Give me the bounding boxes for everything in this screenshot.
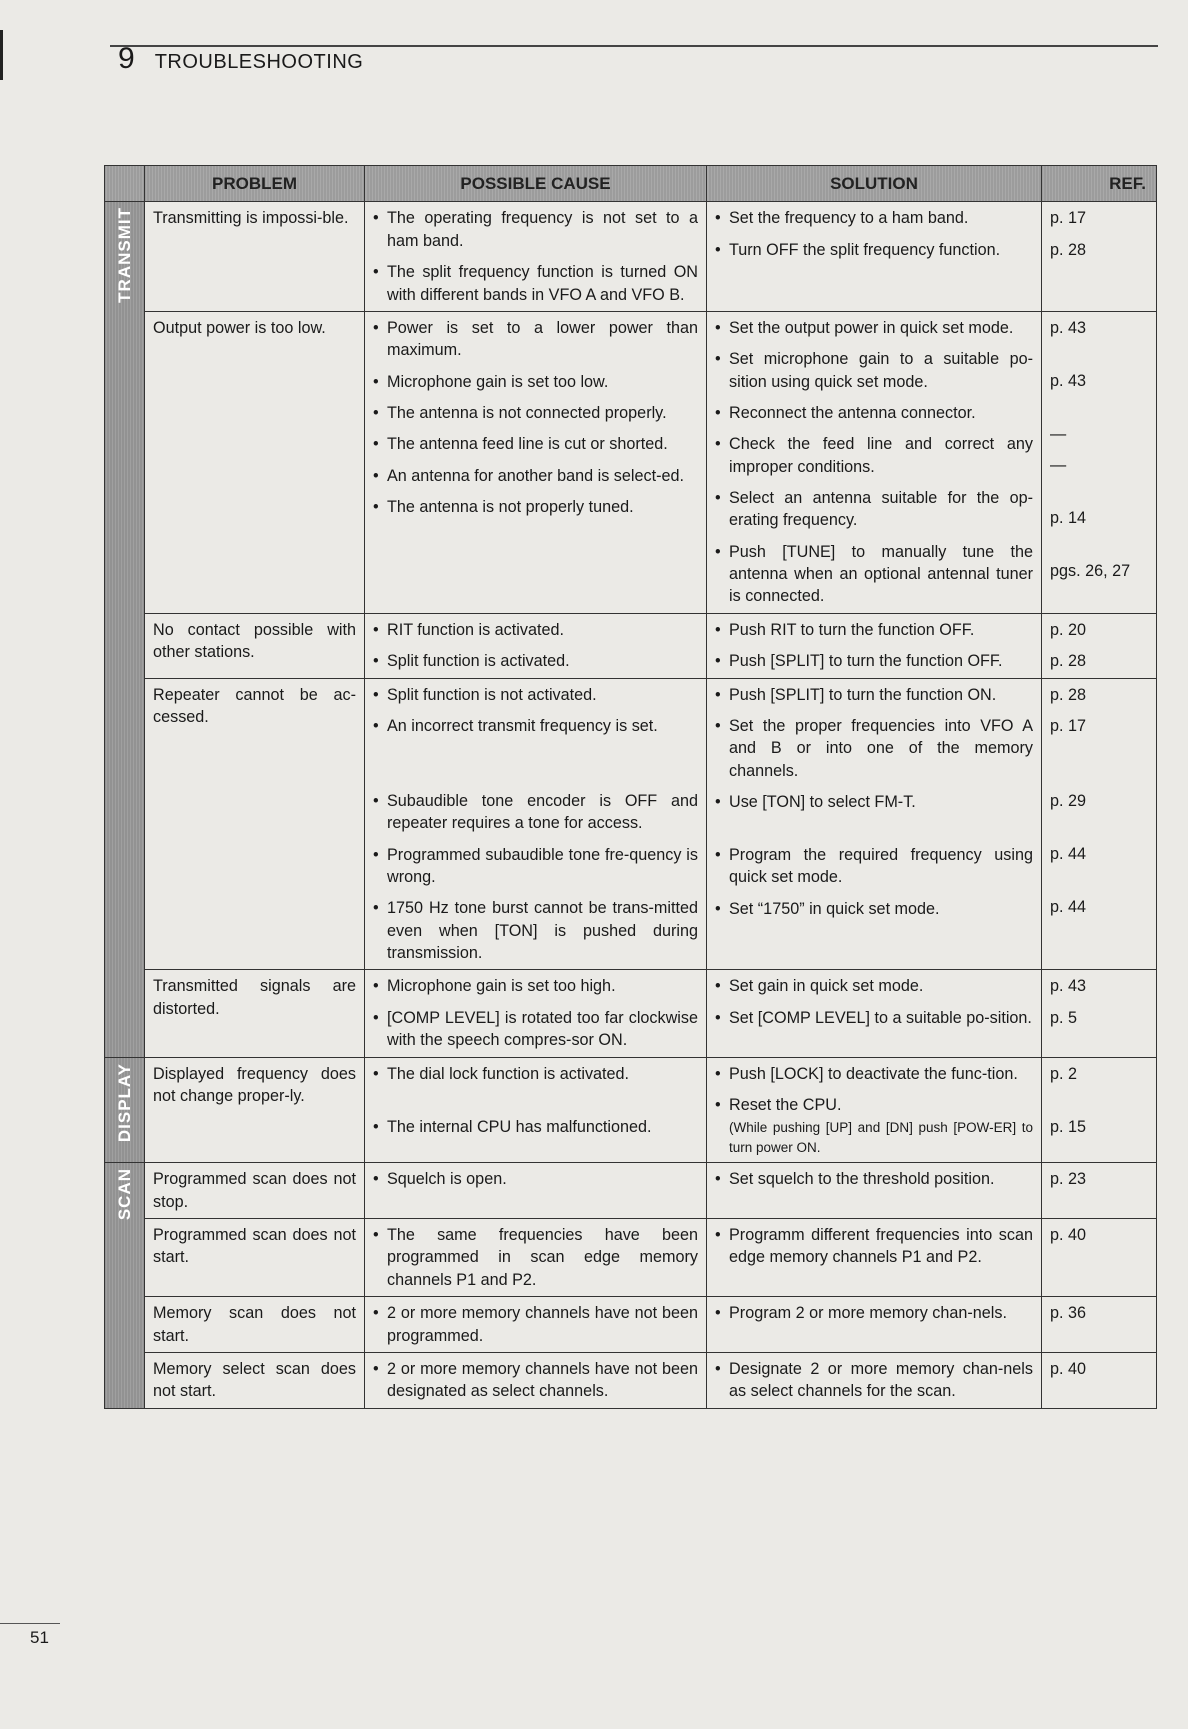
solution-item: • Set gain in quick set mode.	[715, 975, 1033, 997]
solution-item: • Set “1750” in quick set mode.	[715, 898, 1033, 920]
ref-header: REF.	[1042, 166, 1157, 202]
solution-cell	[707, 1219, 1042, 1297]
ref-cell	[1042, 613, 1157, 678]
section-scan	[105, 1163, 145, 1408]
cause-item: • [COMP LEVEL] is rotated too far clockwise with the speech compres-sor ON.	[373, 1007, 698, 1052]
table-row	[105, 970, 1157, 1057]
solution-note: (While pushing [UP] and [DN] push [POW-ER] to turn power ON.	[729, 1120, 1033, 1155]
solution-cell	[707, 970, 1042, 1057]
ref-cell	[1042, 970, 1157, 1057]
problem-cell: Transmitting is impossi-ble.	[145, 202, 365, 311]
section-label-transmit: TRANSMIT	[115, 207, 134, 304]
section-label-scan: SCAN	[115, 1168, 134, 1221]
cause-item: • An incorrect transmit frequency is set.	[373, 715, 698, 781]
cause-cell	[365, 1163, 707, 1219]
solution-item: • Programm different frequencies into scan edge memory channels P1 and P2.	[715, 1224, 1033, 1269]
ref-item: p. 17	[1050, 209, 1087, 228]
problem-cell: Repeater cannot be ac-cessed.	[145, 678, 365, 970]
solution-item: • Push [LOCK] to deactivate the func-tion.	[715, 1063, 1033, 1085]
table-row	[105, 1297, 1157, 1353]
solution-text: Reset the CPU.	[729, 1095, 842, 1114]
ref-item: p. 14	[1050, 509, 1087, 528]
cause-cell	[365, 1352, 707, 1408]
cause-item: • The antenna is not properly tuned.	[373, 496, 698, 518]
ref-cell	[1042, 1219, 1157, 1297]
cause-item: • Squelch is open.	[373, 1168, 698, 1190]
ref-cell	[1042, 1352, 1157, 1408]
ref-item: p. 20	[1050, 620, 1087, 639]
troubleshooting-table	[104, 165, 1157, 1409]
ref-item: —	[1050, 456, 1067, 475]
section-label-display: DISPLAY	[115, 1062, 134, 1142]
ref-item: pgs. 26, 27	[1050, 562, 1131, 581]
solution-item: • Push [SPLIT] to turn the function ON.	[715, 684, 1033, 706]
solution-item: • Program the required frequency using quick set mode.	[715, 844, 1033, 889]
ref-item: p. 43	[1050, 318, 1087, 337]
ref-item: p. 23	[1050, 1170, 1087, 1189]
table-row	[105, 202, 1157, 311]
ref-item: p. 28	[1050, 685, 1087, 704]
ref-item: p. 40	[1050, 1226, 1087, 1245]
chapter-number: 9	[118, 42, 135, 75]
problem-cell: Output power is too low.	[145, 311, 365, 613]
cause-item: • The internal CPU has malfunctioned.	[373, 1116, 698, 1138]
solution-item: • Select an antenna suitable for the op-erating frequency.	[715, 487, 1033, 532]
ref-cell	[1042, 202, 1157, 311]
solution-item	[715, 1094, 1033, 1157]
cause-item: • The antenna is not connected properly.	[373, 402, 698, 424]
cause-item: • Power is set to a lower power than maximum.	[373, 317, 698, 362]
ref-cell	[1042, 1297, 1157, 1353]
ref-item: p. 43	[1050, 371, 1087, 390]
table-row	[105, 1163, 1157, 1219]
ref-item: —	[1050, 424, 1067, 443]
page-header	[118, 42, 363, 76]
chapter-title: TROUBLESHOOTING	[154, 51, 364, 73]
ref-item: p. 5	[1050, 1008, 1078, 1027]
problem-cell: Programmed scan does not start.	[145, 1219, 365, 1297]
solution-cell	[707, 613, 1042, 678]
ref-item: p. 29	[1050, 791, 1087, 810]
ref-item: p. 44	[1050, 897, 1087, 916]
cause-item: • Programmed subaudible tone fre-quency is wrong.	[373, 844, 698, 889]
cause-cell	[365, 202, 707, 311]
cause-item: • The operating frequency is not set to a ham band.	[373, 207, 698, 252]
table-row	[105, 1057, 1157, 1163]
section-header-cell	[105, 166, 145, 202]
cause-cell	[365, 970, 707, 1057]
solution-cell	[707, 311, 1042, 613]
ref-item: p. 28	[1050, 240, 1087, 259]
table-row	[105, 311, 1157, 613]
solution-item: • Set the proper frequencies into VFO A and B or into one of the memory channels.	[715, 715, 1033, 782]
cause-item: • Microphone gain is set too high.	[373, 975, 698, 997]
table-row	[105, 1352, 1157, 1408]
solution-cell	[707, 678, 1042, 970]
solution-item: • Use [TON] to select FM-T.	[715, 791, 1033, 835]
solution-header: SOLUTION	[707, 166, 1042, 202]
problem-cell: Memory select scan does not start.	[145, 1352, 365, 1408]
cause-item: • Split function is not activated.	[373, 684, 698, 706]
ref-item: p. 36	[1050, 1304, 1087, 1323]
problem-header: PROBLEM	[145, 166, 365, 202]
cause-item: • The antenna feed line is cut or shorted.	[373, 433, 698, 455]
page-number: 51	[30, 1628, 49, 1647]
cause-item: • The dial lock function is activated.	[373, 1063, 698, 1107]
cause-cell	[365, 1219, 707, 1297]
cause-cell	[365, 1057, 707, 1163]
ref-item: p. 2	[1050, 1064, 1078, 1083]
ref-item: p. 17	[1050, 716, 1087, 735]
solution-item: • Reconnect the antenna connector.	[715, 402, 1033, 424]
section-transmit	[105, 202, 145, 1057]
solution-item: • Push [TUNE] to manually tune the antenna when an optional antennal tuner is connected.	[715, 541, 1033, 608]
problem-cell: Memory scan does not start.	[145, 1297, 365, 1353]
solution-cell	[707, 1163, 1042, 1219]
section-display	[105, 1057, 145, 1163]
ref-cell	[1042, 311, 1157, 613]
table-row	[105, 613, 1157, 678]
cause-header: POSSIBLE CAUSE	[365, 166, 707, 202]
table-header-row	[105, 166, 1157, 202]
solution-item: • Set the output power in quick set mode.	[715, 317, 1033, 339]
table-row	[105, 678, 1157, 970]
solution-cell	[707, 1352, 1042, 1408]
solution-cell	[707, 1057, 1042, 1163]
solution-cell	[707, 1297, 1042, 1353]
solution-cell	[707, 202, 1042, 311]
footer-rule	[0, 1623, 60, 1624]
ref-item: p. 40	[1050, 1359, 1087, 1378]
problem-cell: Programmed scan does not stop.	[145, 1163, 365, 1219]
solution-item: • Set the frequency to a ham band.	[715, 207, 1033, 229]
cause-item: • Microphone gain is set too low.	[373, 371, 698, 393]
cause-item: • Subaudible tone encoder is OFF and repeater requires a tone for access.	[373, 790, 698, 835]
solution-item: • Set [COMP LEVEL] to a suitable po-sition.	[715, 1007, 1033, 1029]
ref-item: p. 43	[1050, 977, 1087, 996]
problem-cell: Transmitted signals are distorted.	[145, 970, 365, 1057]
problem-cell: No contact possible with other stations.	[145, 613, 365, 678]
solution-item: • Turn OFF the split frequency function.	[715, 239, 1033, 261]
cause-cell	[365, 678, 707, 970]
cause-item: • The split frequency function is turned ON with different bands in VFO A and VFO B.	[373, 261, 698, 306]
cause-item: • 1750 Hz tone burst cannot be trans-mitted even when [TON] is pushed during transmission.	[373, 897, 698, 964]
cause-cell	[365, 311, 707, 613]
solution-item: • Designate 2 or more memory chan-nels as select channels for the scan.	[715, 1358, 1033, 1403]
ref-cell	[1042, 678, 1157, 970]
cause-item: • An antenna for another band is select-ed.	[373, 465, 698, 487]
cause-item: • 2 or more memory channels have not been programmed.	[373, 1302, 698, 1347]
cause-item: • Split function is activated.	[373, 650, 698, 672]
solution-item: • Set squelch to the threshold position.	[715, 1168, 1033, 1190]
solution-item: • Push [SPLIT] to turn the function OFF.	[715, 650, 1033, 672]
problem-cell: Displayed frequency does not change proper-ly.	[145, 1057, 365, 1163]
page-edge-mark	[0, 30, 3, 80]
cause-cell	[365, 1297, 707, 1353]
solution-item: • Set microphone gain to a suitable po-sition using quick set mode.	[715, 348, 1033, 393]
solution-item: • Program 2 or more memory chan-nels.	[715, 1302, 1033, 1324]
ref-item: p. 28	[1050, 652, 1087, 671]
ref-item: p. 44	[1050, 844, 1087, 863]
cause-item: • RIT function is activated.	[373, 619, 698, 641]
solution-item: • Check the feed line and correct any improper conditions.	[715, 433, 1033, 478]
ref-cell	[1042, 1163, 1157, 1219]
ref-cell	[1042, 1057, 1157, 1163]
ref-item: p. 15	[1050, 1117, 1087, 1136]
cause-cell	[365, 613, 707, 678]
solution-item: • Push RIT to turn the function OFF.	[715, 619, 1033, 641]
cause-item: • 2 or more memory channels have not been designated as select channels.	[373, 1358, 698, 1403]
table-row	[105, 1219, 1157, 1297]
cause-item: • The same frequencies have been programmed in scan edge memory channels P1 and P2.	[373, 1224, 698, 1291]
